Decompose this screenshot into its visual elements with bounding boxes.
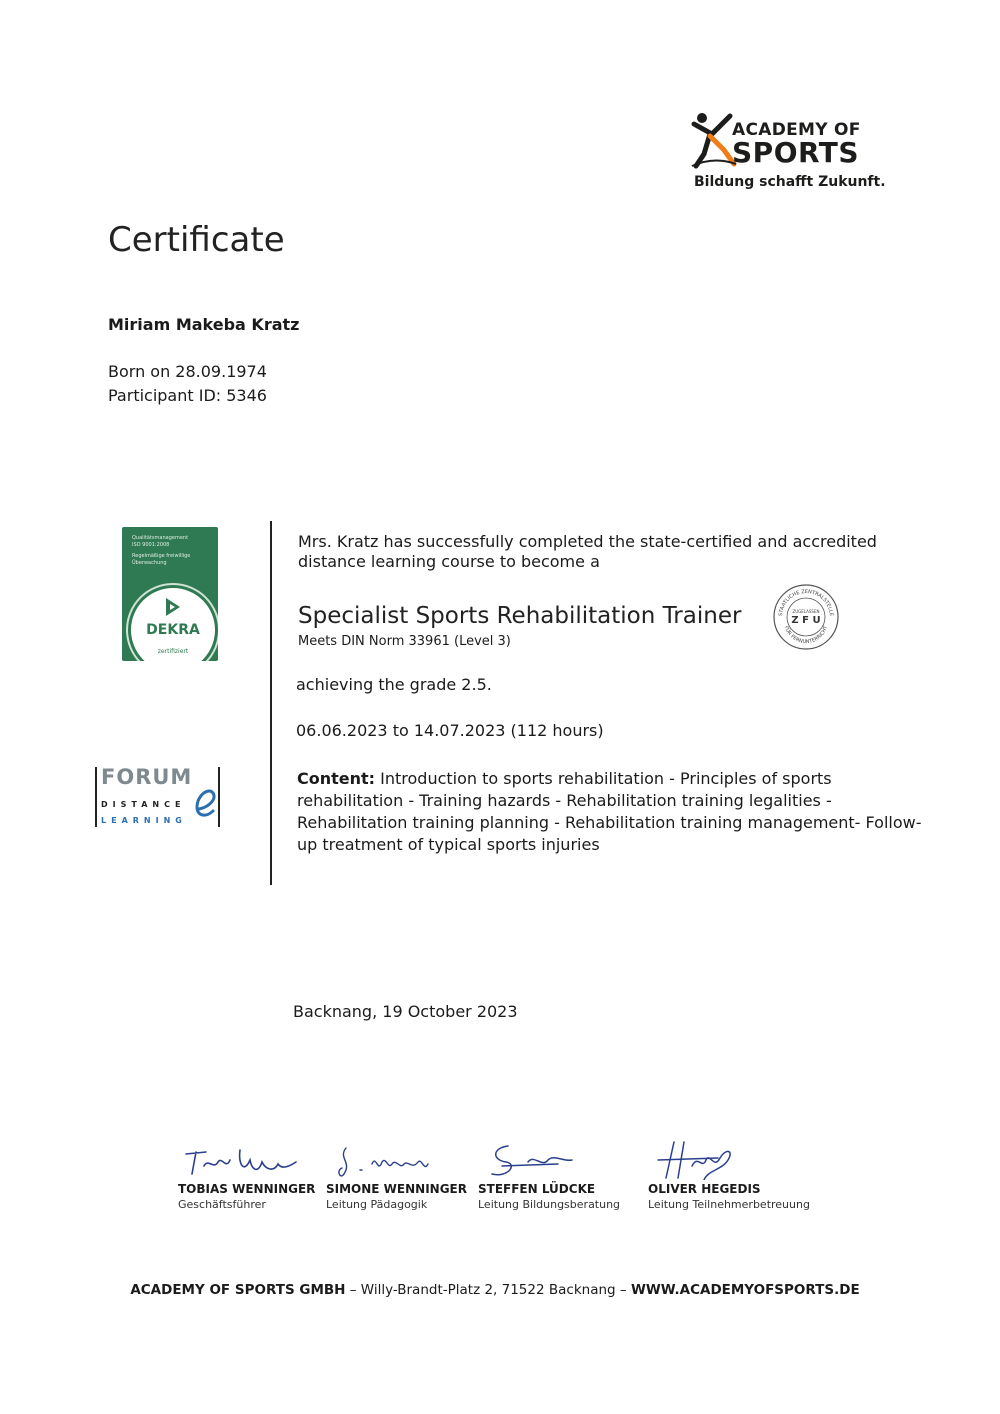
signature-block <box>648 1140 810 1211</box>
academy-of-sports-logo <box>690 108 886 194</box>
footer-website: WWW.ACADEMYOFSPORTS.DE <box>630 1282 860 1298</box>
signature-block <box>178 1140 315 1211</box>
handwritten-signature <box>478 1140 608 1180</box>
footer <box>0 1282 990 1298</box>
signatory-role: Leitung Teilnehmerbetreuung <box>648 1198 810 1211</box>
forum-learning-label: LEARNING <box>101 816 187 825</box>
place-and-date: Backnang, 19 October 2023 <box>293 1002 518 1021</box>
course-title: Specialist Sports Rehabilitation Trainer <box>298 603 742 629</box>
dekra-arrow-icon <box>163 596 183 618</box>
participant-birthdate: Born on 28.09.1974 <box>108 362 267 381</box>
signatory-name: OLIVER HEGEDIS <box>648 1182 761 1196</box>
footer-company: ACADEMY OF SPORTS GMBH <box>130 1282 346 1298</box>
signatory-name: SIMONE WENNINGER <box>326 1182 467 1196</box>
athlete-figure-icon <box>690 110 738 172</box>
zfu-seal-icon <box>772 583 840 651</box>
dekra-badge-line-3: Regelmäßige freiwillige <box>132 553 191 559</box>
handwritten-signature <box>648 1140 778 1180</box>
course-dates: 06.06.2023 to 14.07.2023 (112 hours) <box>296 721 604 740</box>
signatory-role: Leitung Bildungsberatung <box>478 1198 621 1211</box>
e-learning-icon <box>191 787 221 821</box>
signature-block <box>478 1140 620 1211</box>
signature-block <box>326 1140 467 1211</box>
zfu-letters: Z F U <box>791 615 821 626</box>
forum-wordmark: FORUM <box>101 765 193 789</box>
zfu-stamp <box>772 583 840 651</box>
dekra-seal <box>128 585 218 661</box>
signatory-name: STEFFEN LÜDCKE <box>478 1182 596 1196</box>
zfu-approved-label: ZUGELASSEN <box>792 609 820 614</box>
content-text: Introduction to sports rehabilitation - Principles of sports rehabilitation - Training hazards - Rehabilitation training legalities - Rehabilitation training planning - Rehabilitation training management- Follow-up treatment of typical sports injuries <box>297 769 922 854</box>
logo-line-2: SPORTS <box>732 136 860 169</box>
dekra-badge-line-4: Überwachung <box>132 560 167 566</box>
signatory-role: Geschäftsführer <box>178 1198 266 1211</box>
zfu-ring-bottom: FÜR FERNUNTERRICHT <box>782 625 830 646</box>
logo-line-1: ACADEMY OF <box>732 120 861 140</box>
page-title: Certificate <box>108 220 285 260</box>
completion-statement: Mrs. Kratz has successfully completed the state-certified and accredited distance learning course to become a <box>298 532 877 571</box>
forum-distance-learning-logo <box>95 765 225 827</box>
content-label: Content: <box>297 769 376 788</box>
footer-address: – Willy-Brandt-Platz 2, 71522 Backnang – <box>345 1282 631 1298</box>
participant-name: Miriam Makeba Kratz <box>108 315 300 334</box>
course-content <box>297 768 937 856</box>
dekra-certified-label: zertifiziert <box>157 648 189 655</box>
dekra-certification-badge <box>122 527 218 661</box>
logo-tagline: Bildung schafft Zukunft. <box>694 174 886 190</box>
participant-id: Participant ID: 5346 <box>108 386 267 405</box>
din-norm: Meets DIN Norm 33961 (Level 3) <box>298 634 511 649</box>
signatory-role: Leitung Pädagogik <box>326 1198 428 1211</box>
forum-left-bar <box>95 767 97 827</box>
handwritten-signature <box>178 1140 308 1180</box>
handwritten-signature <box>326 1140 456 1180</box>
grade-statement: achieving the grade 2.5. <box>296 675 492 694</box>
zfu-ring-top: STAATLICHE ZENTRALSTELLE <box>777 588 835 617</box>
signatory-name: TOBIAS WENNINGER <box>178 1182 316 1196</box>
dekra-badge-line-1: Qualitätsmanagement <box>132 535 189 541</box>
vertical-divider <box>270 521 272 885</box>
dekra-badge-line-2: ISO 9001:2008 <box>132 542 170 548</box>
dekra-wordmark: DEKRA <box>146 622 200 638</box>
forum-distance-label: DISTANCE <box>101 800 186 809</box>
